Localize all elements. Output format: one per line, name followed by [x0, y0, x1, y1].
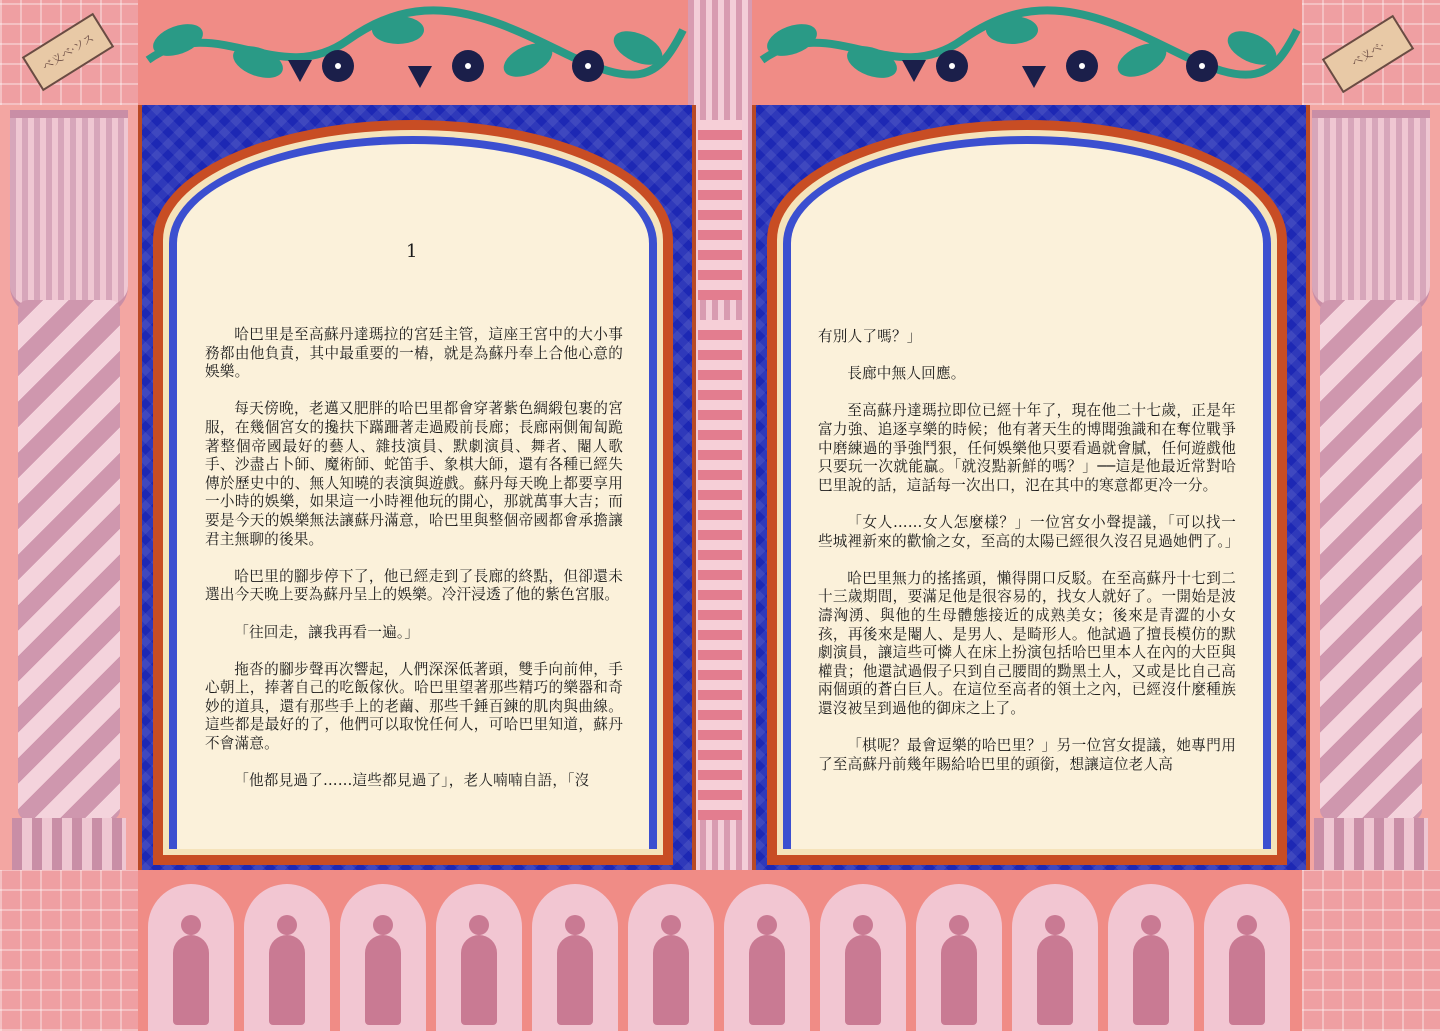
guard-silhouette	[356, 915, 410, 1025]
leaf-frieze-left	[138, 0, 688, 105]
left-pillar	[0, 0, 138, 870]
paragraph: 「往回走，讓我再看一遍。」	[234, 623, 420, 641]
corner-tile-bottom-right	[1302, 870, 1440, 1031]
figure-niche-dancer	[724, 884, 810, 1031]
musician-silhouette	[644, 915, 698, 1025]
giant-silhouette	[1124, 915, 1178, 1025]
paragraph: 每天傍晚，老邁又肥胖的哈巴里都會穿著紫色綢緞包裹的宮服，在幾個宮女的攙扶下蹣跚著走過殿前長廊；長廊兩側匍匐跪著整個帝國最好的藝人、雜技演員、默劇演員、舞者、閹人歌手、沙盡占卜師、魔術師、蛇笛手、象棋大師，還有各種已經失傳於歷史中的、無人知曉的表演與遊戲。蘇丹每天晚上都要享用一小時的娛樂，如果這一小時裡他玩的開心，那就萬事大吉；而要是今天的娛樂無法讓蘇丹滿意，哈巴里與整個帝國都會承擔讓君主無聊的後果。	[205, 400, 623, 548]
paragraph: 至高蘇丹達瑪拉即位已經十年了，現在他二十七歲，正是年富力強、追逐享樂的時候；他有著天生的博聞強識和在奪位戰爭中磨練過的爭強鬥狠，任何娛樂他只要看過就會膩，任何遊戲他只要玩一次就能贏。「就沒點新鮮的嗎？」──這是他最近常對哈巴里說的話，這話每一次出口，氾在其中的寒意都更冷一分。	[818, 402, 1236, 494]
leaf-frieze-right	[752, 0, 1302, 105]
paragraph: 「棋呢？最會逗樂的哈巴里？」另一位宮女提議，她專門用了至高蘇丹前幾年賜給哈巴里的頭銜，想讓這位老人高	[818, 737, 1236, 773]
figure-niche-guard	[340, 884, 426, 1031]
chapter-number: 1	[406, 241, 418, 262]
paragraph: 哈巴里無力的搖搖頭，懶得開口反駁。在至高蘇丹十七到二十三歲期間，要滿足他是很容易的，找女人就好了。一開始是波濤洶湧、與他的生母體態接近的成熟美女；後來是青澀的小女孩，再後來是閹人、是男人、是畸形人。他試過了擅長模仿的默劇演員，讓這些可憐人在床上扮演包括哈巴里本人在內的大臣與權貴；他還試過假子只到自己腰間的黝黑土人，又或是比自己高兩個頭的蒼白巨人。在這位至高者的領土之內，已經沒什麼種族還沒被呈到過他的御床之上了。	[818, 569, 1236, 717]
guard-silhouette	[260, 915, 314, 1025]
figure-niche-thinker	[820, 884, 906, 1031]
figure-niche-child	[436, 884, 522, 1031]
bottom-figure-frieze	[138, 870, 1302, 1031]
veiled-woman-silhouette	[1220, 915, 1274, 1025]
column-band	[698, 120, 742, 300]
jester-silhouette	[548, 915, 602, 1025]
dancer-silhouette	[740, 915, 794, 1025]
guard-silhouette	[164, 915, 218, 1025]
figure-niche-jester	[532, 884, 618, 1031]
figure-niche-snake-charmer	[1012, 884, 1098, 1031]
torn-ticket-illustration: ベ义ベ·	[1322, 15, 1414, 93]
paragraph: 哈巴里的腳步停下了，他已經走到了長廊的終點，但卻還未選出今天晚上要為蘇丹呈上的娛樂。冷汗浸透了他的紫色宮服。	[205, 567, 623, 604]
snake-charmer-silhouette	[1028, 915, 1082, 1025]
figure-niche-juggler	[916, 884, 1002, 1031]
corner-tile-top-left	[0, 0, 138, 105]
figure-niche-musician	[628, 884, 714, 1031]
right-page-text	[818, 328, 1240, 793]
column-band	[698, 320, 742, 820]
paragraph: 長廊中無人回應。	[847, 365, 966, 383]
figure-niche-veiled-woman	[1204, 884, 1290, 1031]
thinker-silhouette	[836, 915, 890, 1025]
paragraph: 哈巴里是至高蘇丹達瑪拉的宮廷主管，這座王宮中的大小事務都由他負責，其中最重要的一樁，就是為蘇丹奉上合他心意的娛樂。	[205, 326, 623, 381]
paragraph: 拖沓的腳步聲再次響起，人們深深低著頭，雙手向前伸，手心朝上，捧著自己的吃飯傢伙。哈巴里望著那些精巧的樂器和奇妙的道具，還有那些手上的老繭、那些千錘百鍊的肌肉與曲線。這些都是最好的了，他們可以取悅任何人，可哈巴里知道，蘇丹不會滿意。	[205, 660, 623, 753]
right-pillar	[1302, 0, 1440, 870]
pillar-base	[12, 818, 126, 870]
figure-niche-giant	[1108, 884, 1194, 1031]
figure-niche-guard	[148, 884, 234, 1031]
left-page-text	[205, 326, 623, 809]
center-divider-column	[688, 0, 752, 870]
pillar-shaft	[18, 300, 120, 820]
ticket-illustration: ベ义ベ·ソス	[22, 13, 114, 91]
corner-tile-top-right	[1302, 0, 1440, 105]
figure-niche-guard	[244, 884, 330, 1031]
pillar-capital	[1312, 110, 1430, 316]
pillar-shaft	[1320, 300, 1422, 820]
child-silhouette	[452, 915, 506, 1025]
paragraph: 「他都見過了……這些都見過了」，老人喃喃自語，「沒	[234, 772, 590, 790]
juggler-silhouette	[932, 915, 986, 1025]
pillar-capital	[10, 110, 128, 316]
corner-tile-bottom-left	[0, 870, 138, 1031]
pillar-base	[1314, 818, 1428, 870]
paragraph: 「女人……女人怎麼樣？」一位宮女小聲提議，「可以找一些城裡新來的歡愉之女，至高的太陽已經很久沒召見過她們了。」	[818, 513, 1240, 550]
paragraph: 有別人了嗎？」	[818, 328, 922, 345]
